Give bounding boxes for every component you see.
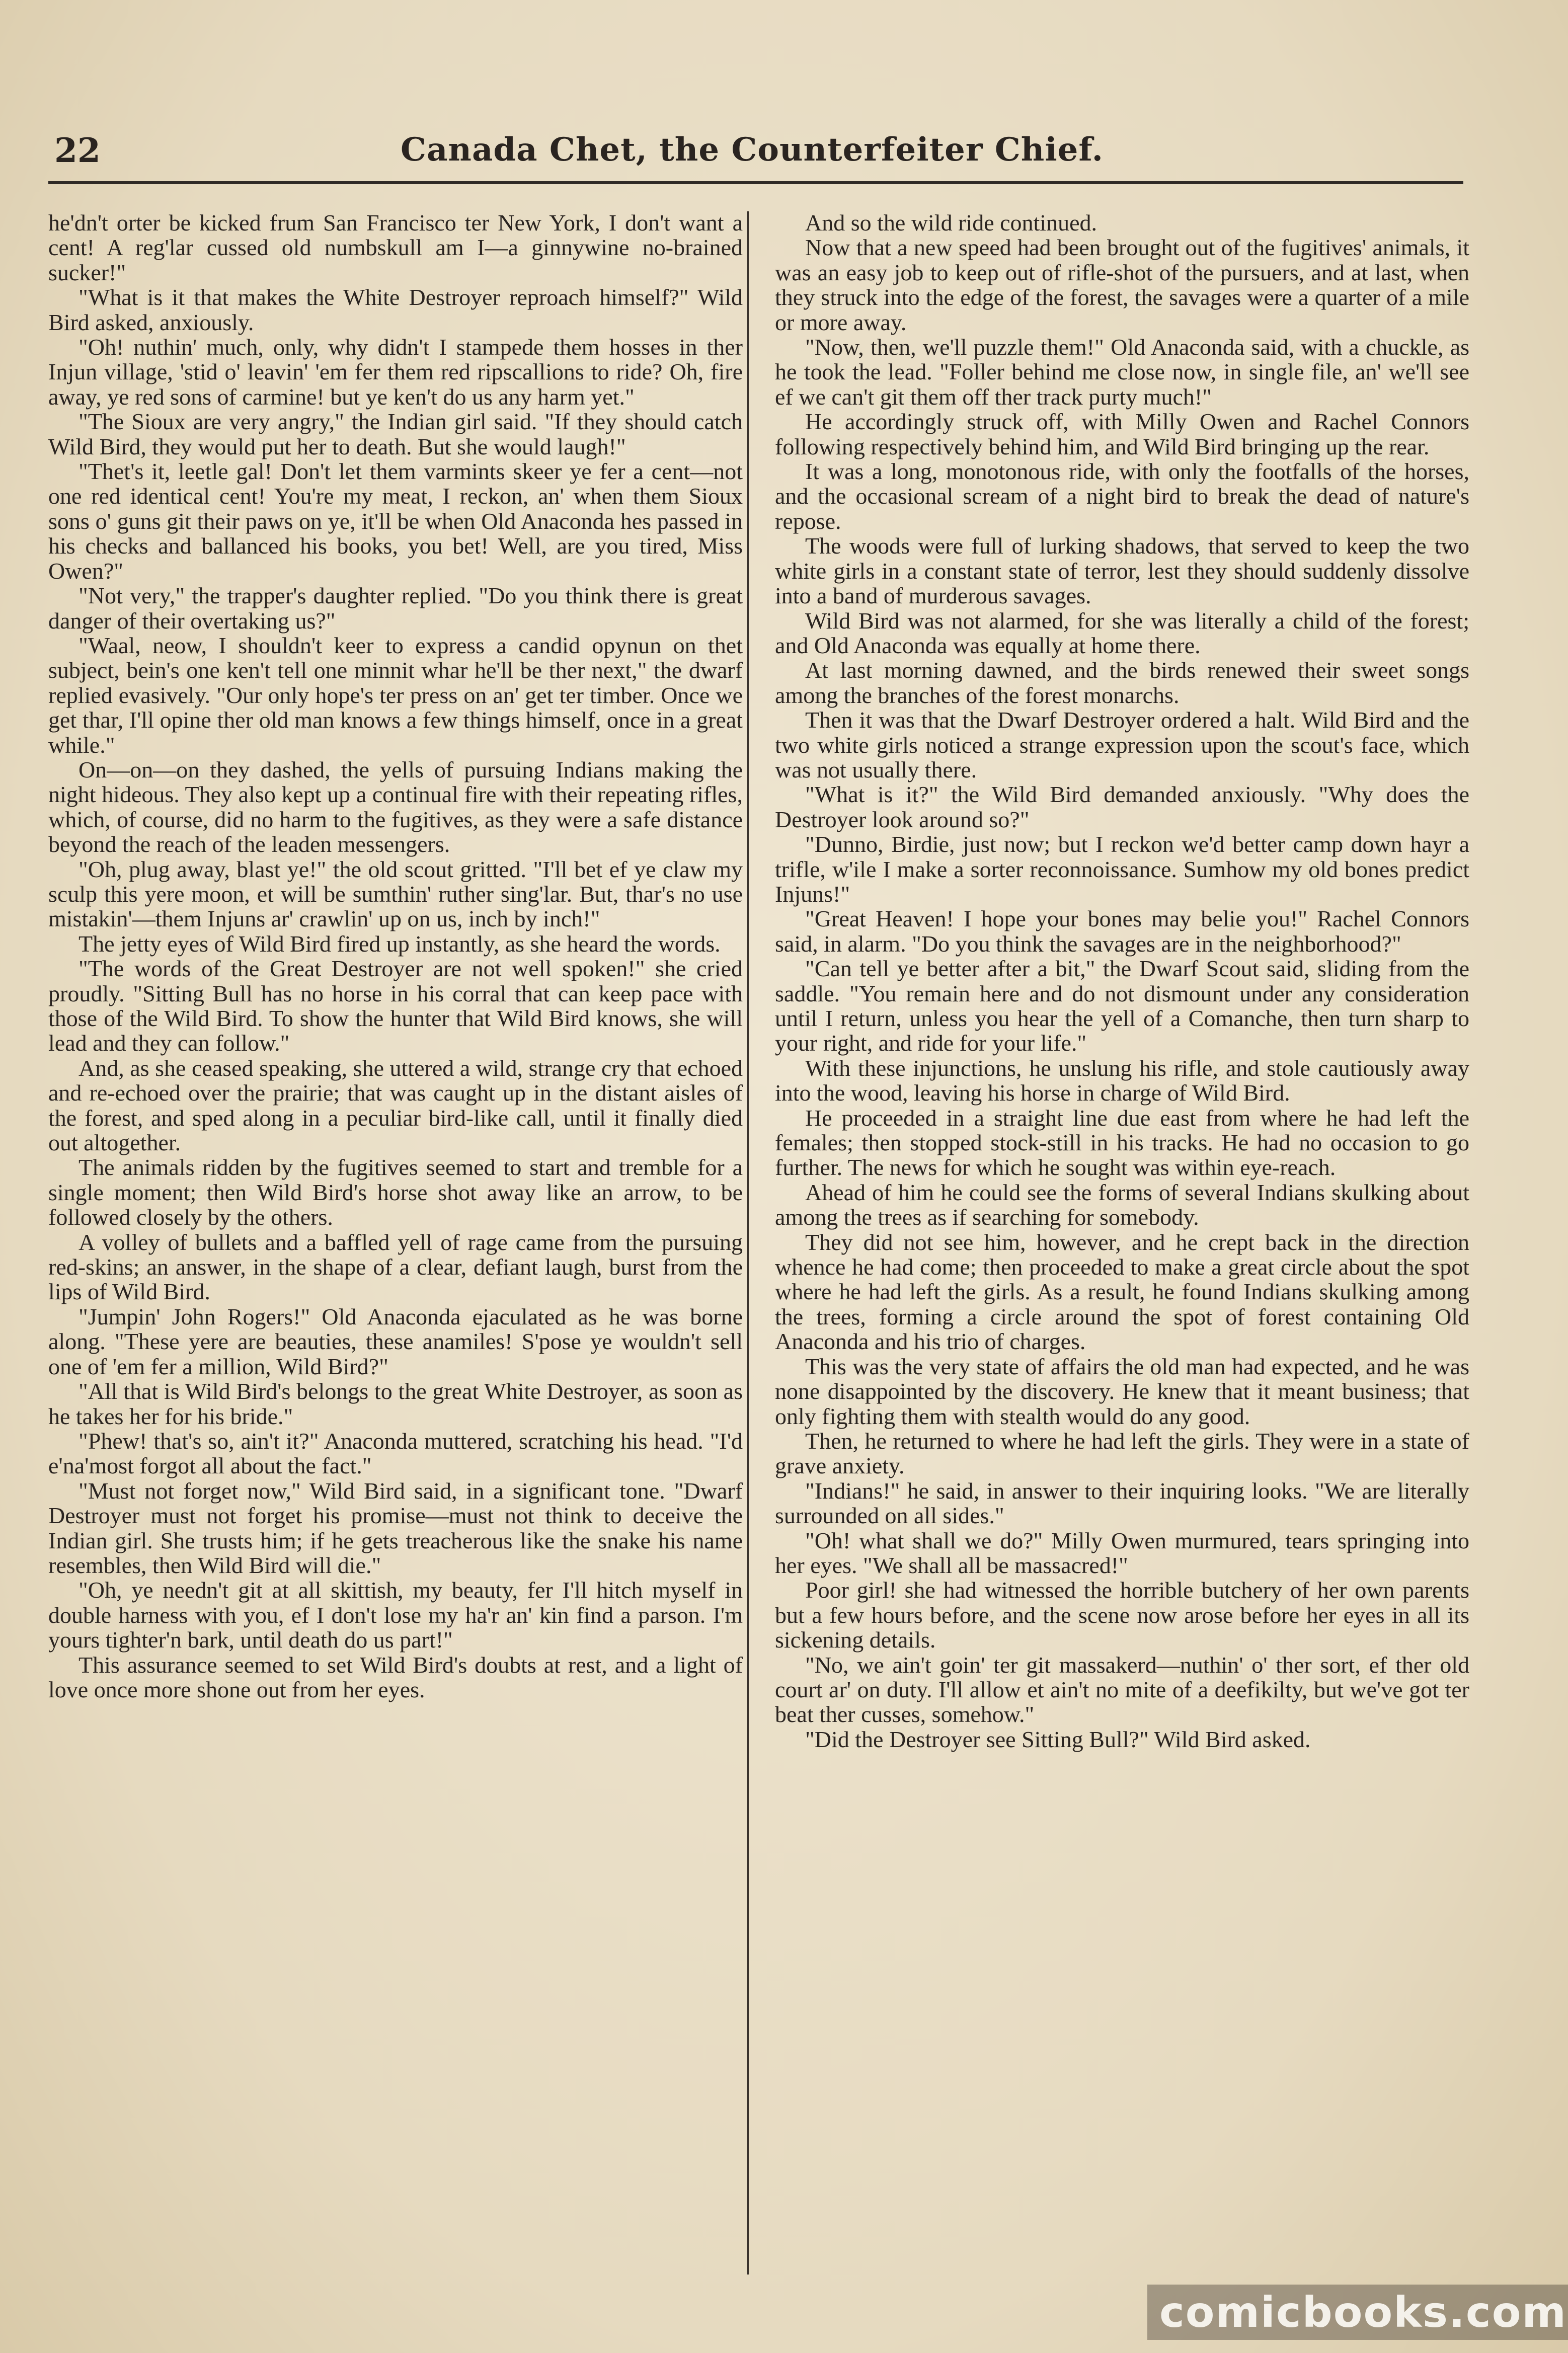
paragraph: "Can tell ye better after a bit," the Dwarf Scout said, sliding from the saddle. "You remain here and do not dismount under any consideration until I return, unless you hear the yell of a Comanche, then turn sharp to your right, and ride for your life."	[775, 956, 1469, 1056]
paragraph: This assurance seemed to set Wild Bird's doubts at rest, and a light of love once more shone out from her eyes.	[48, 1652, 743, 1702]
paragraph: Then, he returned to where he had left the girls. They were in a state of grave anxiety.	[775, 1428, 1469, 1479]
column-divider	[747, 211, 749, 2274]
paragraph: On—on—on they dashed, the yells of pursuing Indians making the night hideous. They also kept up a continual fire with their repeating rifles, which, of course, did no harm to the fugitives, as they were a safe distance beyond the reach of the leaden messengers.	[48, 756, 743, 857]
paragraph: At last morning dawned, and the birds renewed their sweet songs among the branches of the forest monarchs.	[775, 657, 1469, 708]
paragraph: He proceeded in a straight line due east from where he had left the females; then stopped stock-still in his tracks. He had no occasion to go further. The news for which he sought was within eye-reach.	[775, 1105, 1469, 1181]
paragraph: It was a long, monotonous ride, with only the footfalls of the horses, and the occasional scream of a night bird to break the dead of nature's repose.	[775, 458, 1469, 534]
paragraph: "Oh! nuthin' much, only, why didn't I stampede them hosses in ther Injun village, 'stid o' leavin' 'em fer them red ripscallions to ride? Oh, fire away, ye red sons of carmine! but ye ken't do us any harm yet."	[48, 334, 743, 410]
paragraph: And so the wild ride continued.	[805, 210, 1097, 236]
paragraph: Poor girl! she had witnessed the horrible butchery of her own parents but a few hours before, and the scene now arose before her eyes in all its sickening details.	[775, 1577, 1469, 1653]
paragraph: "The words of the Great Destroyer are not well spoken!" she cried proudly. "Sitting Bull has no horse in his corral that can keep pace with those of the Wild Bird. To show the hunter that Wild Bird knows, she will lead and they can follow."	[48, 956, 743, 1056]
paragraph: He accordingly struck off, with Milly Owen and Rachel Connors following respectively behind him, and Wild Bird bringing up the rear.	[775, 409, 1469, 459]
site-watermark[interactable]: comicbooks.com	[1147, 2285, 1568, 2340]
paragraph: "Not very," the trapper's daughter replied. "Do you think there is great danger of their overtaking us?"	[48, 583, 743, 634]
paragraph: "No, we ain't goin' ter git massakerd—nuthin' o' ther sort, ef ther old court ar' on duty. I'll allow et ain't no mite of a deefikilty, but we've got ter beat ther cusses, somehow."	[775, 1652, 1469, 1728]
paragraph: With these injunctions, he unslung his rifle, and stole cautiously away into the wood, leaving his horse in charge of Wild Bird.	[775, 1055, 1469, 1106]
page-header	[48, 126, 1463, 184]
paragraph: Ahead of him he could see the forms of several Indians skulking about among the trees as if searching for somebody.	[775, 1179, 1469, 1230]
paragraph: A volley of bullets and a baffled yell of rage came from the pursuing red-skins; an answer, in the shape of a clear, defiant laugh, burst from the lips of Wild Bird.	[48, 1229, 743, 1305]
right-column	[775, 210, 1469, 2284]
paragraph: This was the very state of affairs the old man had expected, and he was none disappointed by the discovery. He knew that it meant business; that only fighting them with stealth would do any good.	[775, 1353, 1469, 1429]
paragraph: "Oh, ye needn't git at all skittish, my beauty, fer I'll hitch myself in double harness with you, ef I don't lose my ha'r an' kin find a parson. I'm yours tighter'n bark, until death do us part!"	[48, 1577, 743, 1653]
paragraph: "Indians!" he said, in answer to their inquiring looks. "We are literally surrounded on all sides."	[775, 1477, 1469, 1529]
paragraph: The woods were full of lurking shadows, that served to keep the two white girls in a constant state of terror, lest they should suddenly dissolve into a band of murderous savages.	[775, 533, 1469, 609]
paragraph: "Phew! that's so, ain't it?" Anaconda muttered, scratching his head. "I'd e'na'most forgot all about the fact."	[48, 1428, 743, 1479]
paragraph: Wild Bird was not alarmed, for she was literally a child of the forest; and Old Anaconda was equally at home there.	[775, 607, 1469, 658]
paragraph: The jetty eyes of Wild Bird fired up instantly, as she heard the words.	[79, 930, 721, 957]
paragraph: "Dunno, Birdie, just now; but I reckon we'd better camp down hayr a trifle, w'ile I make a sorter reconnoissance. Sumhow my old bones predict Injuns!"	[775, 831, 1469, 907]
paragraph: "Great Heaven! I hope your bones may belie you!" Rachel Connors said, in alarm. "Do you think the savages are in the neighborhood?"	[775, 906, 1469, 957]
paragraph: The animals ridden by the fugitives seemed to start and tremble for a single moment; then Wild Bird's horse shot away like an arrow, to be followed closely by the others.	[48, 1154, 743, 1230]
paragraph: "Must not forget now," Wild Bird said, in a significant tone. "Dwarf Destroyer must not forget his promise—must not think to deceive the Indian girl. She trusts him; if he gets treacherous like the snake his name resembles, then Wild Bird will die."	[48, 1477, 743, 1578]
paragraph: Now that a new speed had been brought out of the fugitives' animals, it was an easy job to keep out of rifle-shot of the pursuers, and at last, when they struck into the edge of the forest, the savages were a quarter of a mile or more away.	[775, 234, 1469, 335]
paragraph: "Now, then, we'll puzzle them!" Old Anaconda said, with a chuckle, as he took the lead. "Foller behind me close now, in single file, an' we'll see ef we can't git them off ther track purty much!"	[775, 334, 1469, 410]
page-number: 22	[54, 131, 101, 170]
paragraph: "Oh! what shall we do?" Milly Owen murmured, tears springing into her eyes. "We shall all be massacred!"	[775, 1527, 1469, 1578]
paragraph: he'dn't orter be kicked frum San Francisco ter New York, I don't want a cent! A reg'lar cussed old numbskull am I—a ginnywine no-brained sucker!"	[48, 210, 743, 285]
paragraph: "Did the Destroyer see Sitting Bull?" Wild Bird asked.	[805, 1726, 1311, 1752]
paragraph: "Jumpin' John Rogers!" Old Anaconda ejaculated as he was borne along. "These yere are beauties, these anamiles! S'pose ye wouldn't sell one of 'em fer a million, Wild Bird?"	[48, 1303, 743, 1379]
paragraph: "Thet's it, leetle gal! Don't let them varmints skeer ye fer a cent—not one red identical cent! You're my meat, I reckon, an' when them Sioux sons o' guns git their paws on ye, it'll be when Old Anaconda hes passed in his checks and ballanced his books, you bet! Well, are you tired, Miss Owen?"	[48, 458, 743, 584]
running-title: Canada Chet, the Counterfeiter Chief.	[401, 131, 1104, 169]
paragraph: "What is it that makes the White Destroyer reproach himself?" Wild Bird asked, anxiously.	[48, 284, 743, 335]
paragraph: "All that is Wild Bird's belongs to the great White Destroyer, as soon as he takes her for his bride."	[48, 1378, 743, 1429]
paragraph: And, as she ceased speaking, she uttered a wild, strange cry that echoed and re-echoed over the prairie; that was caught up in the distant aisles of the forest, and sped along in a peculiar bird-like call, until it finally died out altogether.	[48, 1055, 743, 1156]
left-column	[48, 210, 743, 2284]
paragraph: They did not see him, however, and he crept back in the direction whence he had come; then proceeded to make a great circle about the spot where he had left the girls. As a result, he found Indians skulking among the trees, forming a circle around the spot of forest containing Old Anaconda and his trio of charges.	[775, 1229, 1469, 1355]
paragraph: "The Sioux are very angry," the Indian girl said. "If they should catch Wild Bird, they would put her to death. But she would laugh!"	[48, 409, 743, 459]
paragraph: Then it was that the Dwarf Destroyer ordered a halt. Wild Bird and the two white girls noticed a strange expression upon the scout's face, which was not usually there.	[775, 707, 1469, 782]
paragraph: "What is it?" the Wild Bird demanded anxiously. "Why does the Destroyer look around so?"	[775, 781, 1469, 832]
paragraph: "Oh, plug away, blast ye!" the old scout gritted. "I'll bet ef ye claw my sculp this yere moon, et will be sumthin' ruther sing'lar. But, thar's no use mistakin'—them Injuns ar' crawlin' up on us, inch by inch!"	[48, 856, 743, 932]
paragraph: "Waal, neow, I shouldn't keer to express a candid opynun on thet subject, bein's one ken't tell one minnit whar he'll be ther next," the dwarf replied evasively. "Our only hope's ter press on an' get ter timber. Once we get thar, I'll opine ther old man knows a few things himself, once in a great while."	[48, 632, 743, 758]
